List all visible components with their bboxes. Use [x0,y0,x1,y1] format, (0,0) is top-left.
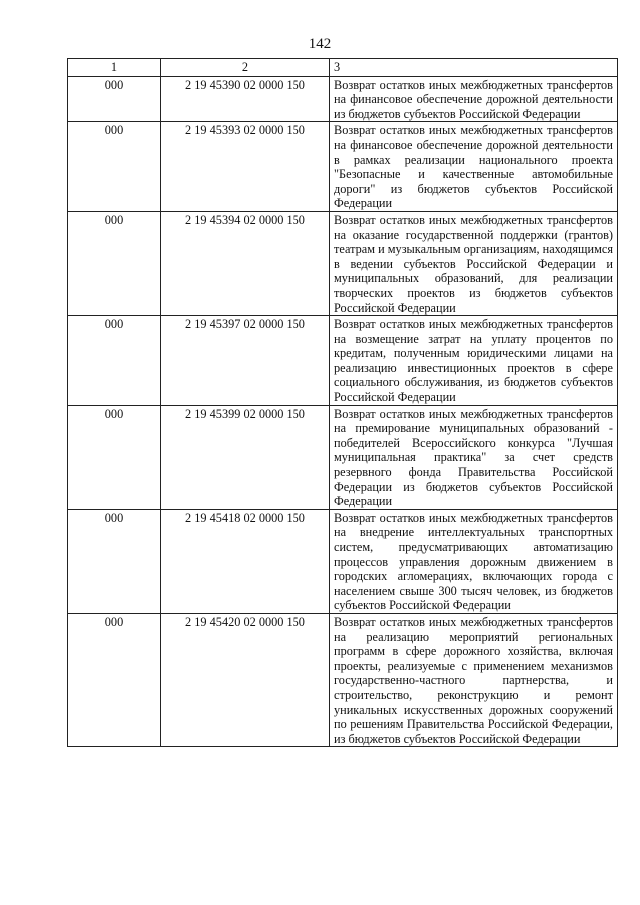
description-cell: Возврат остатков иных межбюджетных трансфертов на финансовое обеспечение дорожной деятельности из бюджетов субъектов Российской Федерации [330,76,618,122]
admin-code-cell: 000 [68,509,161,613]
description-cell: Возврат остатков иных межбюджетных трансфертов на оказание государственной поддержки (грантов) театрам и музыкальным организациям, находящимся в ведении субъектов Российской Федерации и муниципальных образований, для реализации творческих проектов из бюджетов субъектов Российской Федерации [330,211,618,315]
kbk-code-cell: 2 19 45393 02 0000 150 [161,122,330,212]
kbk-code-cell: 2 19 45397 02 0000 150 [161,316,330,406]
table-row [68,211,618,315]
table-row [68,405,618,509]
description-cell: Возврат остатков иных межбюджетных трансфертов на возмещение затрат на уплату процентов по кредитам, полученным юридическими лицами на реализацию инвестиционных проектов в сфере социального обслуживания, из бюджетов субъектов Российской Федерации [330,316,618,406]
table-row [68,122,618,212]
kbk-code-cell: 2 19 45420 02 0000 150 [161,613,330,746]
kbk-code-cell: 2 19 45394 02 0000 150 [161,211,330,315]
admin-code-cell: 000 [68,613,161,746]
description-cell: Возврат остатков иных межбюджетных трансфертов на финансовое обеспечение дорожной деятельности в рамках реализации национального проекта "Безопасные и качественные автомобильные дороги" из бюджетов субъектов Российской Федерации [330,122,618,212]
admin-code-cell: 000 [68,76,161,122]
admin-code-cell: 000 [68,316,161,406]
table-row [68,509,618,613]
budget-codes-table [67,58,618,747]
table-row [68,76,618,122]
description-cell: Возврат остатков иных межбюджетных трансфертов на внедрение интеллектуальных транспортных систем, предусматривающих автоматизацию процессов управления дорожным движением в городских агломерациях, включающих города с населением свыше 300 тысяч человек, из бюджетов субъектов Российской Федерации [330,509,618,613]
description-cell: Возврат остатков иных межбюджетных трансфертов на премирование муниципальных образований - победителей Всероссийского конкурса "Лучшая муниципальная практика" за счет средств резервного фонда Правительства Российской Федерации из бюджетов субъектов Российской Федерации [330,405,618,509]
description-cell: Возврат остатков иных межбюджетных трансфертов на реализацию мероприятий региональных программ в сфере дорожного хозяйства, включая проекты, реализуемые с применением механизмов государственно-частного партнерства, и строительство, реконструкцию и ремонт уникальных искусственных дорожных сооружений по решениям Правительства Российской Федерации, из бюджетов субъектов Российской Федерации [330,613,618,746]
column-header-1: 1 [68,59,161,77]
page-number: 142 [308,36,332,52]
admin-code-cell: 000 [68,122,161,212]
column-header-3: 3 [330,59,618,77]
admin-code-cell: 000 [68,211,161,315]
kbk-code-cell: 2 19 45418 02 0000 150 [161,509,330,613]
table-row [68,316,618,406]
column-header-2: 2 [161,59,330,77]
kbk-code-cell: 2 19 45390 02 0000 150 [161,76,330,122]
kbk-code-cell: 2 19 45399 02 0000 150 [161,405,330,509]
table-header-row [68,59,618,77]
table-row [68,613,618,746]
admin-code-cell: 000 [68,405,161,509]
